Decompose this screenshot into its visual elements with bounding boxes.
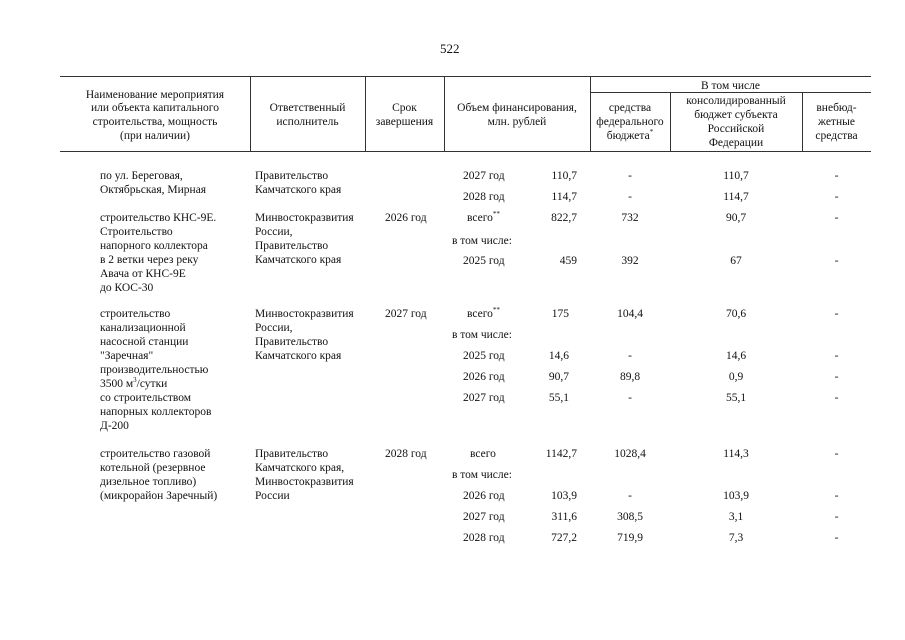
including-label: в том числе: <box>452 329 512 341</box>
row-name: насосной станции <box>100 336 189 348</box>
year-label: 2027 год <box>463 511 505 523</box>
consolidated-value: 55,1 <box>725 392 747 404</box>
consolidated-value: 7,3 <box>728 532 744 544</box>
offbudget-value: - <box>834 490 839 502</box>
row-executor: Камчатского края <box>255 350 342 362</box>
row-name: строительство <box>100 308 171 320</box>
total-value: 110,7 <box>551 170 577 182</box>
consolidated-value: 14,6 <box>725 350 747 362</box>
including-label: в том числе: <box>452 235 512 247</box>
year-label: 2027 год <box>463 392 505 404</box>
including-label: в том числе: <box>452 469 512 481</box>
federal-value: - <box>628 170 632 182</box>
row-name: "Заречная" <box>100 350 154 362</box>
row-term: 2026 год <box>385 212 427 224</box>
total-label: всего** <box>467 210 500 224</box>
total-label: всего <box>470 448 496 460</box>
row-name: строительство КНС-9Е. <box>100 212 217 224</box>
row-name: производительностью <box>100 364 209 376</box>
header-top-rule <box>60 76 871 77</box>
row-executor: Камчатского края <box>255 184 342 196</box>
row-executor: Камчатского края, <box>255 462 345 474</box>
federal-value: - <box>628 350 632 362</box>
offbudget-value: - <box>834 371 839 383</box>
consolidated-value: 110,7 <box>723 170 749 182</box>
year-label: 2025 год <box>463 350 505 362</box>
consolidated-value: 67 <box>730 255 742 267</box>
total-value: 311,6 <box>551 511 577 523</box>
row-executor: Камчатского края <box>255 254 342 266</box>
total-value: 459 <box>559 255 577 267</box>
federal-value: 1028,4 <box>614 448 646 460</box>
federal-value: 104,4 <box>617 308 643 320</box>
row-name: канализационной <box>100 322 186 334</box>
row-executor: Минвостокразвития <box>255 212 354 224</box>
consolidated-value: 103,9 <box>723 490 749 502</box>
federal-value: - <box>628 191 632 203</box>
header-bottom-rule <box>60 151 871 152</box>
row-name: напорного коллектора <box>100 240 208 252</box>
page-number: 522 <box>440 41 460 56</box>
row-name: (микрорайон Заречный) <box>100 490 218 502</box>
row-executor: России, <box>255 322 293 334</box>
total-value: 114,7 <box>551 191 577 203</box>
row-name: Авача от КНС-9Е <box>100 268 186 280</box>
offbudget-value: - <box>834 308 839 320</box>
year-label: 2028 год <box>463 191 505 203</box>
federal-value: - <box>628 490 632 502</box>
consolidated-value: 3,1 <box>728 511 744 523</box>
row-executor: России, <box>255 226 293 238</box>
row-name: в 2 ветки через реку <box>100 254 199 266</box>
federal-value: 719,9 <box>617 532 643 544</box>
total-value: 90,7 <box>548 371 569 383</box>
year-label: 2026 год <box>463 371 505 383</box>
total-label: всего** <box>467 306 500 320</box>
year-label: 2026 год <box>463 490 505 502</box>
row-name: дизельное топливо) <box>100 476 197 488</box>
row-executor: России <box>255 490 290 502</box>
header-including: В том числе <box>701 80 760 92</box>
year-label: 2025 год <box>463 255 505 267</box>
row-term: 2027 год <box>385 308 427 320</box>
row-name: со строительством <box>100 392 192 404</box>
row-name: котельной (резервное <box>100 462 206 474</box>
row-name: до КОС-30 <box>100 282 154 294</box>
offbudget-value: - <box>834 170 839 182</box>
row-executor: Минвостокразвития <box>255 476 354 488</box>
offbudget-value: - <box>834 392 839 404</box>
total-value: 103,9 <box>551 490 577 502</box>
row-executor: Правительство <box>255 448 329 460</box>
federal-value: 392 <box>621 255 639 267</box>
offbudget-value: - <box>834 350 839 362</box>
total-value: 14,6 <box>548 350 569 362</box>
year-label: 2027 год <box>463 170 505 182</box>
row-name: 3500 $м^3$/сутки <box>100 376 168 390</box>
total-value: 727,2 <box>551 532 577 544</box>
offbudget-value: - <box>834 212 839 224</box>
consolidated-value: 70,6 <box>725 308 747 320</box>
total-value: 55,1 <box>548 392 569 404</box>
federal-value: 732 <box>621 212 639 224</box>
row-name: напорных коллекторов <box>100 406 212 418</box>
consolidated-value: 90,7 <box>725 212 747 224</box>
federal-value: 89,8 <box>619 371 641 383</box>
offbudget-value: - <box>834 511 839 523</box>
total-value: 175 <box>551 308 569 320</box>
row-name: по ул. Береговая, <box>100 170 183 182</box>
federal-value: - <box>628 392 632 404</box>
consolidated-value: 0,9 <box>728 371 744 383</box>
year-label: 2028 год <box>463 532 505 544</box>
offbudget-value: - <box>834 448 839 460</box>
row-name: строительство газовой <box>100 448 211 460</box>
row-name: Октябрьская, Мирная <box>100 184 207 196</box>
offbudget-value: - <box>834 255 839 267</box>
offbudget-value: - <box>834 532 839 544</box>
row-executor: Минвостокразвития <box>255 308 354 320</box>
row-executor: Правительство <box>255 170 329 182</box>
row-name: Строительство <box>100 226 173 238</box>
row-executor: Правительство <box>255 240 329 252</box>
consolidated-value: 114,7 <box>723 191 749 203</box>
federal-value: 308,5 <box>617 511 643 523</box>
row-name: Д-200 <box>100 420 129 432</box>
total-value: 1142,7 <box>545 448 577 460</box>
total-value: 822,7 <box>551 212 577 224</box>
consolidated-value: 114,3 <box>723 448 749 460</box>
row-executor: Правительство <box>255 336 329 348</box>
offbudget-value: - <box>834 191 839 203</box>
row-term: 2028 год <box>385 448 427 460</box>
